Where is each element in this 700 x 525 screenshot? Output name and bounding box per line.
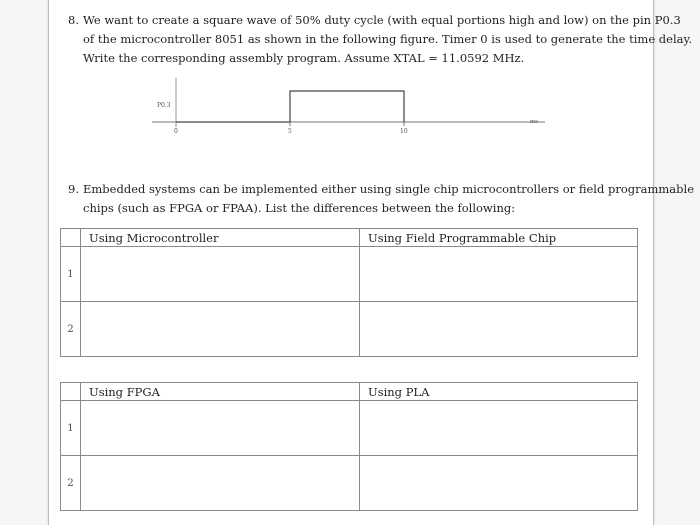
header-cell-pla — [360, 383, 638, 401]
row-index-label: 2 — [67, 477, 74, 489]
answer-cell[interactable] — [81, 302, 360, 357]
question-9-line-2: chips (such as FPGA or FPAA). List the differences between the following: — [83, 201, 516, 215]
tick-label-5: 5 — [288, 128, 292, 135]
header-cell-microcontroller — [81, 229, 360, 247]
question-8-line-2: of the microcontroller 8051 as shown in the following figure. Timer 0 is used to generate the time delay. — [83, 32, 693, 46]
tick-label-10: 10 — [400, 128, 408, 135]
row-index-label: 2 — [67, 323, 74, 335]
header-label: Using Field Programmable Chip — [368, 231, 557, 245]
header-label: Using PLA — [368, 385, 430, 399]
table-row — [61, 247, 638, 302]
question-8-number: 8. — [68, 13, 79, 27]
unit-label: ms — [530, 119, 539, 125]
row-index-label: 1 — [67, 422, 74, 434]
answer-cell[interactable] — [360, 456, 638, 511]
answer-cell[interactable] — [360, 302, 638, 357]
tick-label-0: 0 — [174, 128, 178, 135]
header-label: Using FPGA — [89, 385, 160, 399]
answer-cell[interactable] — [360, 247, 638, 302]
question-8-line-1: We want to create a square wave of 50% duty cycle (with equal portions high and low) on the pin P0.3 — [83, 13, 681, 27]
header-index-cell — [61, 383, 81, 401]
table-row — [61, 401, 638, 456]
question-9-number: 9. — [68, 182, 79, 196]
header-cell-fpga — [81, 383, 360, 401]
table-header-row — [61, 229, 638, 247]
header-cell-field-programmable-chip — [360, 229, 638, 247]
signal-label: P0.3 — [157, 102, 171, 109]
row-index — [61, 401, 81, 456]
row-index — [61, 456, 81, 511]
answer-cell[interactable] — [81, 247, 360, 302]
table-row — [61, 456, 638, 511]
row-index — [61, 247, 81, 302]
header-index-cell — [61, 229, 81, 247]
square-wave-signal — [176, 91, 404, 122]
table-fpga-vs-pla — [60, 382, 638, 511]
answer-cell[interactable] — [360, 401, 638, 456]
row-index-label: 1 — [67, 268, 74, 280]
question-8-line-3: Write the corresponding assembly program. Assume XTAL = 11.0592 MHz. — [83, 51, 525, 65]
table-header-row — [61, 383, 638, 401]
answer-cell[interactable] — [81, 401, 360, 456]
row-index — [61, 302, 81, 357]
answer-cell[interactable] — [81, 456, 360, 511]
table-microcontroller-vs-fpc — [60, 228, 638, 357]
question-9-line-1: Embedded systems can be implemented either using single chip microcontrollers or field programmable — [83, 182, 695, 196]
table-row — [61, 302, 638, 357]
header-label: Using Microcontroller — [89, 231, 219, 245]
